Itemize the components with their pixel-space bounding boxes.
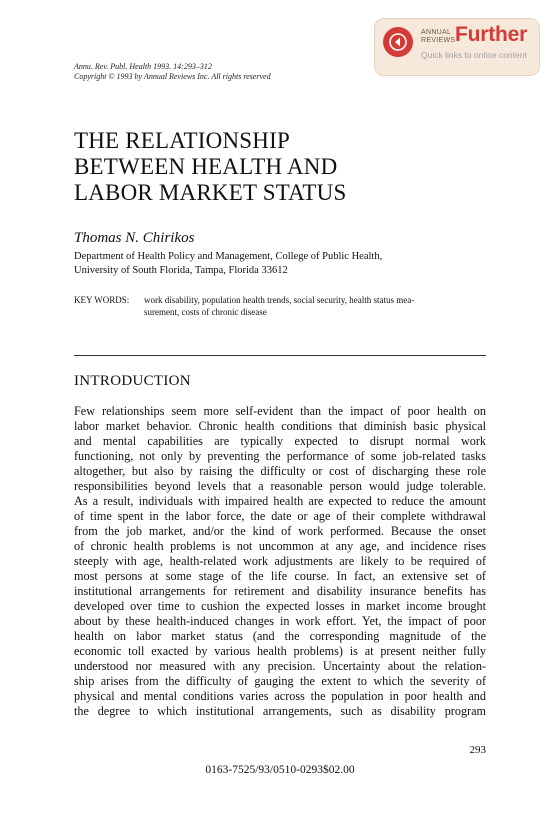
journal-citation — [74, 62, 271, 82]
body-line: steeply with age, health-related work adjustments are likely to be required of — [74, 554, 486, 568]
author-affiliation — [74, 250, 382, 278]
body-line: of chronic health problems is not uncommon at any age, and incidence rises — [74, 539, 486, 553]
body-line: As a result, individuals with impaired health are expected to reduce the amount — [74, 494, 486, 508]
body-line: understood nor measured with any precision. Uncertainty about the relation- — [74, 659, 486, 673]
annual-reviews-further-banner[interactable] — [374, 18, 540, 76]
keywords-label: KEY WORDS: — [74, 295, 130, 305]
body-line: responsibilities beyond levels that a reasonable person would judge tolerable. — [74, 479, 486, 493]
body-line: and mental capabilities are typically expected to disrupt normal work — [74, 434, 486, 448]
chevron-left-icon — [389, 33, 407, 51]
title-line: THE RELATIONSHIP — [74, 128, 290, 153]
body-line: most persons at some stage of the life course. In fact, an extensive set of — [74, 569, 486, 583]
brand-reviews: REVIEWS — [421, 37, 456, 44]
author-name: Thomas N. Chirikos — [74, 230, 195, 246]
horizontal-divider — [74, 355, 486, 356]
affiliation-line: University of South Florida, Tampa, Florida 33612 — [74, 265, 288, 276]
title-line: LABOR MARKET STATUS — [74, 180, 347, 205]
body-line: of time spent in the labor force, the date or age of their complete withdrawal — [74, 509, 486, 523]
body-paragraph — [74, 404, 486, 719]
body-line: developed over time to cushion the expected losses in market income brought — [74, 599, 486, 613]
affiliation-line: Department of Health Policy and Management, College of Public Health, — [74, 251, 383, 262]
copyright-line: Copyright © 1993 by Annual Reviews Inc. All rights reserved — [74, 72, 271, 81]
keywords-line: work disability, population health trends, social security, health status mea- — [144, 295, 415, 305]
body-line: about by these health-induced changes in work effort. Yet, the impact of poor — [74, 614, 486, 628]
body-line: the degree to which institutional arrangements, such as disability program — [74, 704, 486, 718]
keywords-list — [144, 294, 474, 318]
banner-subtitle[interactable]: Quick links to online content — [421, 50, 527, 60]
citation-line: Annu. Rev. Publ. Health 1993. 14:293–312 — [74, 62, 212, 71]
body-line: economic toll exacted by various health problems) is at present neither fully — [74, 644, 486, 658]
brand-small-text — [421, 29, 455, 45]
article-title — [74, 128, 346, 206]
body-line: ship arises from the difficulty of gauging the extent to which the severity of — [74, 674, 486, 688]
body-line: functioning, not only by preventing the performance of some job-related tasks — [74, 449, 486, 463]
page-number: 293 — [469, 744, 486, 756]
body-line: labor market behavior. Chronic health conditions that diminish basic physical — [74, 419, 486, 433]
body-line: Few relationships seem more self-evident than the impact of poor health on — [74, 404, 486, 418]
body-line: physical and mental conditions varies across the population in poor health and — [74, 689, 486, 703]
section-heading: INTRODUCTION — [74, 373, 191, 389]
keywords-line: surement, costs of chronic disease — [144, 307, 267, 317]
further-logo-icon — [383, 27, 413, 57]
brand-annual: ANNUAL — [421, 29, 452, 36]
body-line: health on labor market status (and the corresponding magnitude of the — [74, 629, 486, 643]
article-code: 0163-7525/93/0510-0293$02.00 — [205, 764, 355, 776]
body-line: institutional arrangements for retirement and disability insurance benefits has — [74, 584, 486, 598]
title-line: BETWEEN HEALTH AND — [74, 154, 338, 179]
brand-further: Further — [455, 23, 528, 46]
body-line: altogether, but also by raising the difficulty or cost of discharging these role — [74, 464, 486, 478]
body-line: from the job market, and/or the kind of work performed. Because the onset — [74, 524, 486, 538]
